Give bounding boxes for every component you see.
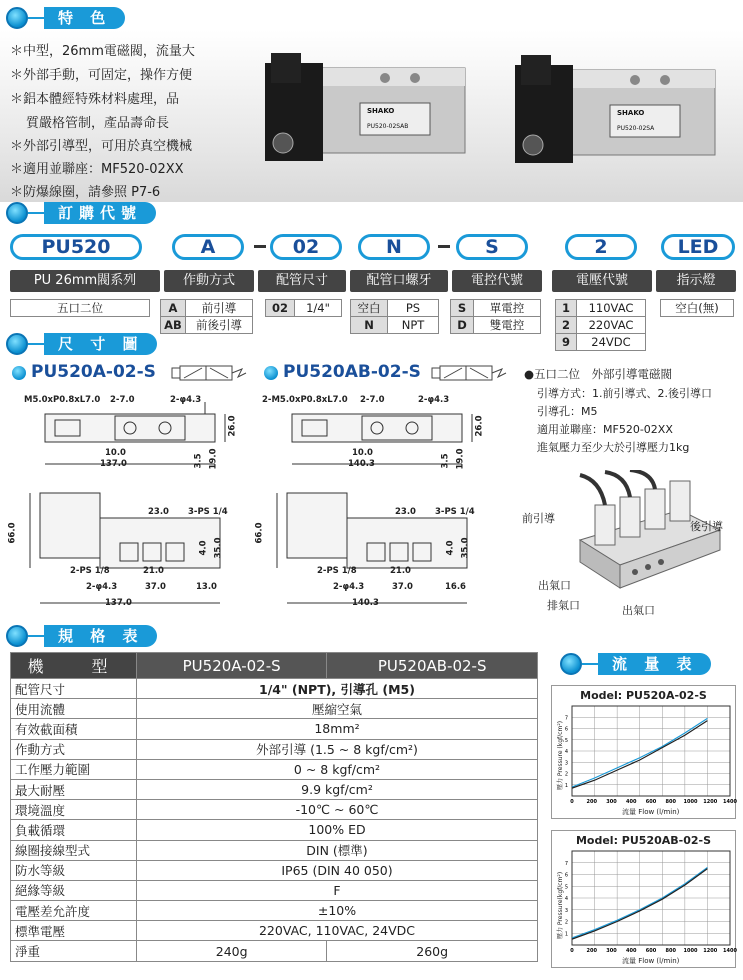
order-cell: AB xyxy=(160,316,186,334)
y-tick-label: 5 xyxy=(564,884,568,891)
order-cell: 雙電控 xyxy=(473,316,541,334)
order-header-thread: 配管口螺牙 xyxy=(350,270,448,292)
order-led-value: 空白(無) xyxy=(660,299,734,317)
feature-item: ＊外部引導型，可用於真空機械 xyxy=(10,139,193,154)
y-tick-label: 5 xyxy=(564,737,568,744)
code-action: A xyxy=(172,234,244,260)
spec-table xyxy=(10,652,538,962)
section-header-ordering: 訂購代號 xyxy=(6,201,156,225)
table-header-row: 機 型 PU520A-02-S PU520AB-02-S xyxy=(11,653,538,679)
svg-text:SHAKO: SHAKO xyxy=(617,109,645,117)
order-cell: A xyxy=(160,299,186,317)
x-tick-label: 400 xyxy=(626,799,637,805)
table-row: 工作壓力範圍 0 ~ 8 kgf/cm² xyxy=(11,759,538,779)
y-tick-label: 7 xyxy=(564,860,568,867)
table-row: 絕緣等級 F xyxy=(11,880,538,900)
y-tick-label: 6 xyxy=(564,726,568,733)
manifold-label: 出氣口 xyxy=(538,579,571,592)
chart-plot xyxy=(552,847,737,969)
order-cell: D xyxy=(450,316,474,334)
order-cell: 單電控 xyxy=(473,299,541,317)
x-tick-label: 300 xyxy=(606,799,617,805)
table-row: 標準電壓 220VAC, 110VAC, 24VDC xyxy=(11,921,538,941)
order-series-value: 五口二位 xyxy=(10,299,150,317)
x-tick-label: 0 xyxy=(570,799,574,805)
chart-title: Model: PU520A-02-S xyxy=(580,689,707,702)
code-control: S xyxy=(456,234,528,260)
y-tick-label: 4 xyxy=(564,749,568,755)
x-tick-label: 800 xyxy=(665,948,676,954)
x-tick-label: 0 xyxy=(570,948,574,954)
chart-title: Model: PU520AB-02-S xyxy=(575,834,712,847)
section-header-flow: 流 量 表 xyxy=(560,652,711,676)
x-tick-label: 1000 xyxy=(683,799,698,805)
x-tick-label: 200 xyxy=(586,948,597,954)
table-row: 負載循環 100% ED xyxy=(11,820,538,840)
valve-photo-left xyxy=(255,48,475,178)
code-dash xyxy=(438,245,450,248)
order-cell: 前後引導 xyxy=(185,316,253,334)
y-tick-label: 1 xyxy=(564,782,568,789)
order-header-series: PU 26mm閥系列 xyxy=(10,270,160,292)
table-row: 使用流體 壓縮空氣 xyxy=(11,699,538,719)
order-cell: 220VAC xyxy=(576,316,646,334)
x-tick-label: 600 xyxy=(645,799,657,805)
chart-plot xyxy=(552,702,737,820)
code-dash xyxy=(254,245,266,248)
table-row: 電壓差允許度 ±10% xyxy=(11,901,538,921)
x-tick-label: 300 xyxy=(606,948,617,954)
order-header-led: 指示燈 xyxy=(656,270,736,292)
order-cell: 2 xyxy=(555,316,577,334)
chart-ylabel: 壓力 Pressure (kgf/cm²) xyxy=(557,720,564,790)
manifold-label: 後引導 xyxy=(690,520,723,533)
order-cell: 前引導 xyxy=(185,299,253,317)
x-tick-label: 1200 xyxy=(703,948,718,954)
order-cell: 02 xyxy=(265,299,295,317)
order-cell: 24VDC xyxy=(576,333,646,351)
y-tick-label: 3 xyxy=(564,907,568,914)
bullet-icon xyxy=(12,366,26,380)
dim-note: 引導孔：M5 xyxy=(537,405,598,418)
order-cell: NPT xyxy=(387,316,439,334)
order-header-action: 作動方式 xyxy=(164,270,254,292)
manifold-label: 排氣口 xyxy=(547,599,580,612)
order-cell: 空白 xyxy=(350,299,388,317)
bullet-icon xyxy=(264,366,278,380)
feature-item: ＊外部手動，可固定，操作方便 xyxy=(10,68,193,83)
feature-item: ＊適用並聯座：MF520-02XX xyxy=(10,162,184,177)
order-cell: 1 xyxy=(555,299,577,317)
y-tick-label: 1 xyxy=(564,931,568,938)
order-cell: 9 xyxy=(555,333,577,351)
svg-text:SHAKO: SHAKO xyxy=(367,107,395,115)
section-header-spec: 規 格 表 xyxy=(6,624,157,648)
y-tick-label: 4 xyxy=(564,896,568,902)
valve-photo-right xyxy=(505,50,725,180)
feature-item: ＊防爆線圈，請參照 P7-6 xyxy=(10,185,161,200)
table-row: 作動方式 外部引導 (1.5 ~ 8 kgf/cm²) xyxy=(11,739,538,759)
svg-text:PU520-02SA: PU520-02SA xyxy=(617,125,655,132)
section-header-dimensions: 尺 寸 圖 xyxy=(6,332,157,356)
x-tick-label: 1200 xyxy=(703,799,718,805)
x-tick-label: 800 xyxy=(665,799,676,805)
table-row: 淨重 240g 260g xyxy=(11,941,538,961)
x-tick-label: 600 xyxy=(645,948,657,954)
y-tick-label: 2 xyxy=(564,771,568,778)
feature-item: ＊中型，26mm電磁閥，流量大 xyxy=(10,44,195,59)
valve-symbol-icon xyxy=(430,360,508,388)
section-header-features: 特 色 xyxy=(6,6,125,30)
table-row: 防水等級 IP65 (DIN 40 050) xyxy=(11,860,538,880)
code-voltage: 2 xyxy=(565,234,637,260)
order-cell: 1/4" xyxy=(294,299,342,317)
manifold-label: 前引導 xyxy=(522,512,555,525)
code-thread: N xyxy=(358,234,430,260)
dim-notes-title: ●五口二位 外部引導電磁閥 xyxy=(524,367,673,381)
y-tick-label: 6 xyxy=(564,872,568,879)
order-cell: S xyxy=(450,299,474,317)
y-tick-label: 3 xyxy=(564,760,568,767)
order-cell: 110VAC xyxy=(576,299,646,317)
feature-item: ＊鋁本體經特殊材料處理，品 xyxy=(10,92,180,107)
svg-text:PU520-02SAB: PU520-02SAB xyxy=(367,123,409,130)
y-tick-label: 7 xyxy=(564,715,568,722)
chart-ylabel: 壓力 Pressure(kgf/cm²) xyxy=(557,871,564,939)
y-tick-label: 2 xyxy=(564,919,568,926)
table-row: 環境溫度 -10℃ ~ 60℃ xyxy=(11,800,538,820)
x-tick-label: 400 xyxy=(626,948,637,954)
x-tick-label: 1400 xyxy=(723,948,737,954)
table-row: 線圈接線型式 DIN (標準) xyxy=(11,840,538,860)
dim-note: 適用並聯座：MF520-02XX xyxy=(537,423,673,436)
dim-title-left: PU520A-02-S xyxy=(31,362,156,382)
table-row: 配管尺寸 1/4" (NPT), 引導孔 (M5) xyxy=(11,679,538,699)
code-led: LED xyxy=(661,234,735,260)
x-tick-label: 1000 xyxy=(683,948,698,954)
table-row: 最大耐壓 9.9 kgf/cm² xyxy=(11,779,538,799)
x-tick-label: 200 xyxy=(586,799,597,805)
dim-title-right: PU520AB-02-S xyxy=(283,362,421,382)
order-cell: PS xyxy=(387,299,439,317)
chart-xlabel: 流量 Flow (l/min) xyxy=(622,957,680,965)
code-series: PU520 xyxy=(10,234,142,260)
dim-note: 引導方式：1.前引導式、2.後引導口 xyxy=(537,387,712,400)
flow-chart-b xyxy=(551,830,736,968)
order-cell: N xyxy=(350,316,388,334)
valve-symbol-icon xyxy=(170,360,248,388)
manifold-label: 出氣口 xyxy=(622,604,655,617)
order-header-pipe: 配管尺寸 xyxy=(258,270,346,292)
x-tick-label: 1400 xyxy=(723,799,737,805)
chart-xlabel: 流量 Flow (l/min) xyxy=(622,808,680,816)
feature-item: 質嚴格管制，產品壽命長 xyxy=(26,116,170,131)
code-pipe: 02 xyxy=(270,234,342,260)
order-header-voltage: 電壓代號 xyxy=(552,270,652,292)
flow-chart-a xyxy=(551,685,736,819)
table-row: 有效截面積 18mm² xyxy=(11,719,538,739)
order-header-control: 電控代號 xyxy=(452,270,542,292)
dim-note: 進氣壓力至少大於引導壓力1kg xyxy=(537,441,690,454)
